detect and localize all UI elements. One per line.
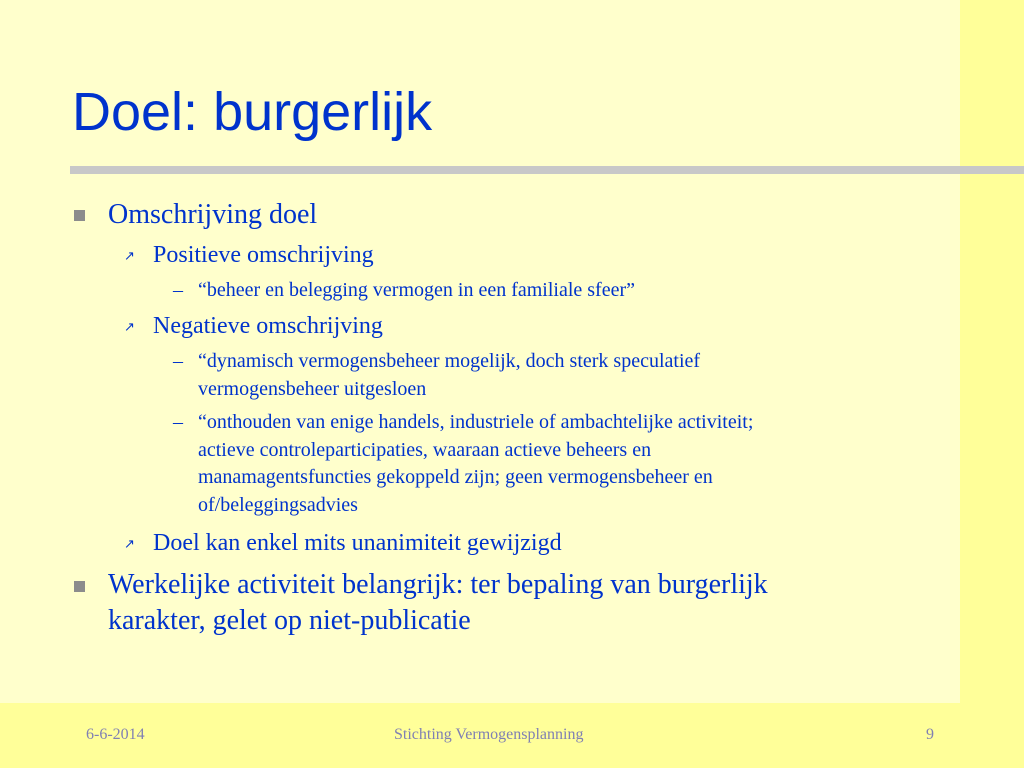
slide-title: Doel: burgerlijk: [72, 82, 433, 142]
quote-dynamisch-line2: vermogensbeheer uitgesloen: [198, 378, 427, 400]
sub-bullet-positieve-omschrijving: Positieve omschrijving: [153, 242, 374, 268]
sub-bullet-negatieve-omschrijving: Negatieve omschrijving: [153, 313, 383, 339]
footer-page-number: 9: [926, 726, 934, 743]
quote-positieve: “beheer en belegging vermogen in een familiale sfeer”: [198, 279, 636, 301]
quote-onthouden-line1: “onthouden van enige handels, industriele of ambachtelijke activiteit;: [198, 411, 754, 433]
square-bullet-icon: [74, 210, 85, 221]
diagonal-arrow-icon: ↗: [124, 249, 135, 264]
quote-onthouden-line2: actieve controleparticipaties, waaraan actieve beheers en: [198, 439, 652, 461]
dash-bullet-icon: –: [173, 350, 183, 372]
diagonal-arrow-icon: ↗: [124, 537, 135, 552]
footer-date: 6-6-2014: [86, 726, 145, 743]
sub-bullet-doel-wijzigen: Doel kan enkel mits unanimiteit gewijzigd: [153, 530, 562, 556]
dash-bullet-icon: –: [173, 411, 183, 433]
square-bullet-icon: [74, 581, 85, 592]
quote-dynamisch-line1: “dynamisch vermogensbeheer mogelijk, doch sterk speculatief: [198, 350, 701, 372]
dash-bullet-icon: –: [173, 279, 183, 301]
bullet-omschrijving-doel: Omschrijving doel: [108, 199, 318, 230]
footer-organization: Stichting Vermogensplanning: [394, 726, 584, 743]
bullet-werkelijke-activiteit-line1: Werkelijke activiteit belangrijk: ter bepaling van burgerlijk: [108, 569, 768, 600]
quote-onthouden-line3: manamagentsfuncties gekoppeld zijn; geen vermogensbeheer en: [198, 466, 713, 488]
diagonal-arrow-icon: ↗: [124, 320, 135, 335]
bullet-werkelijke-activiteit-line2: karakter, gelet op niet-publicatie: [108, 605, 471, 636]
quote-onthouden-line4: of/beleggingsadvies: [198, 494, 358, 516]
